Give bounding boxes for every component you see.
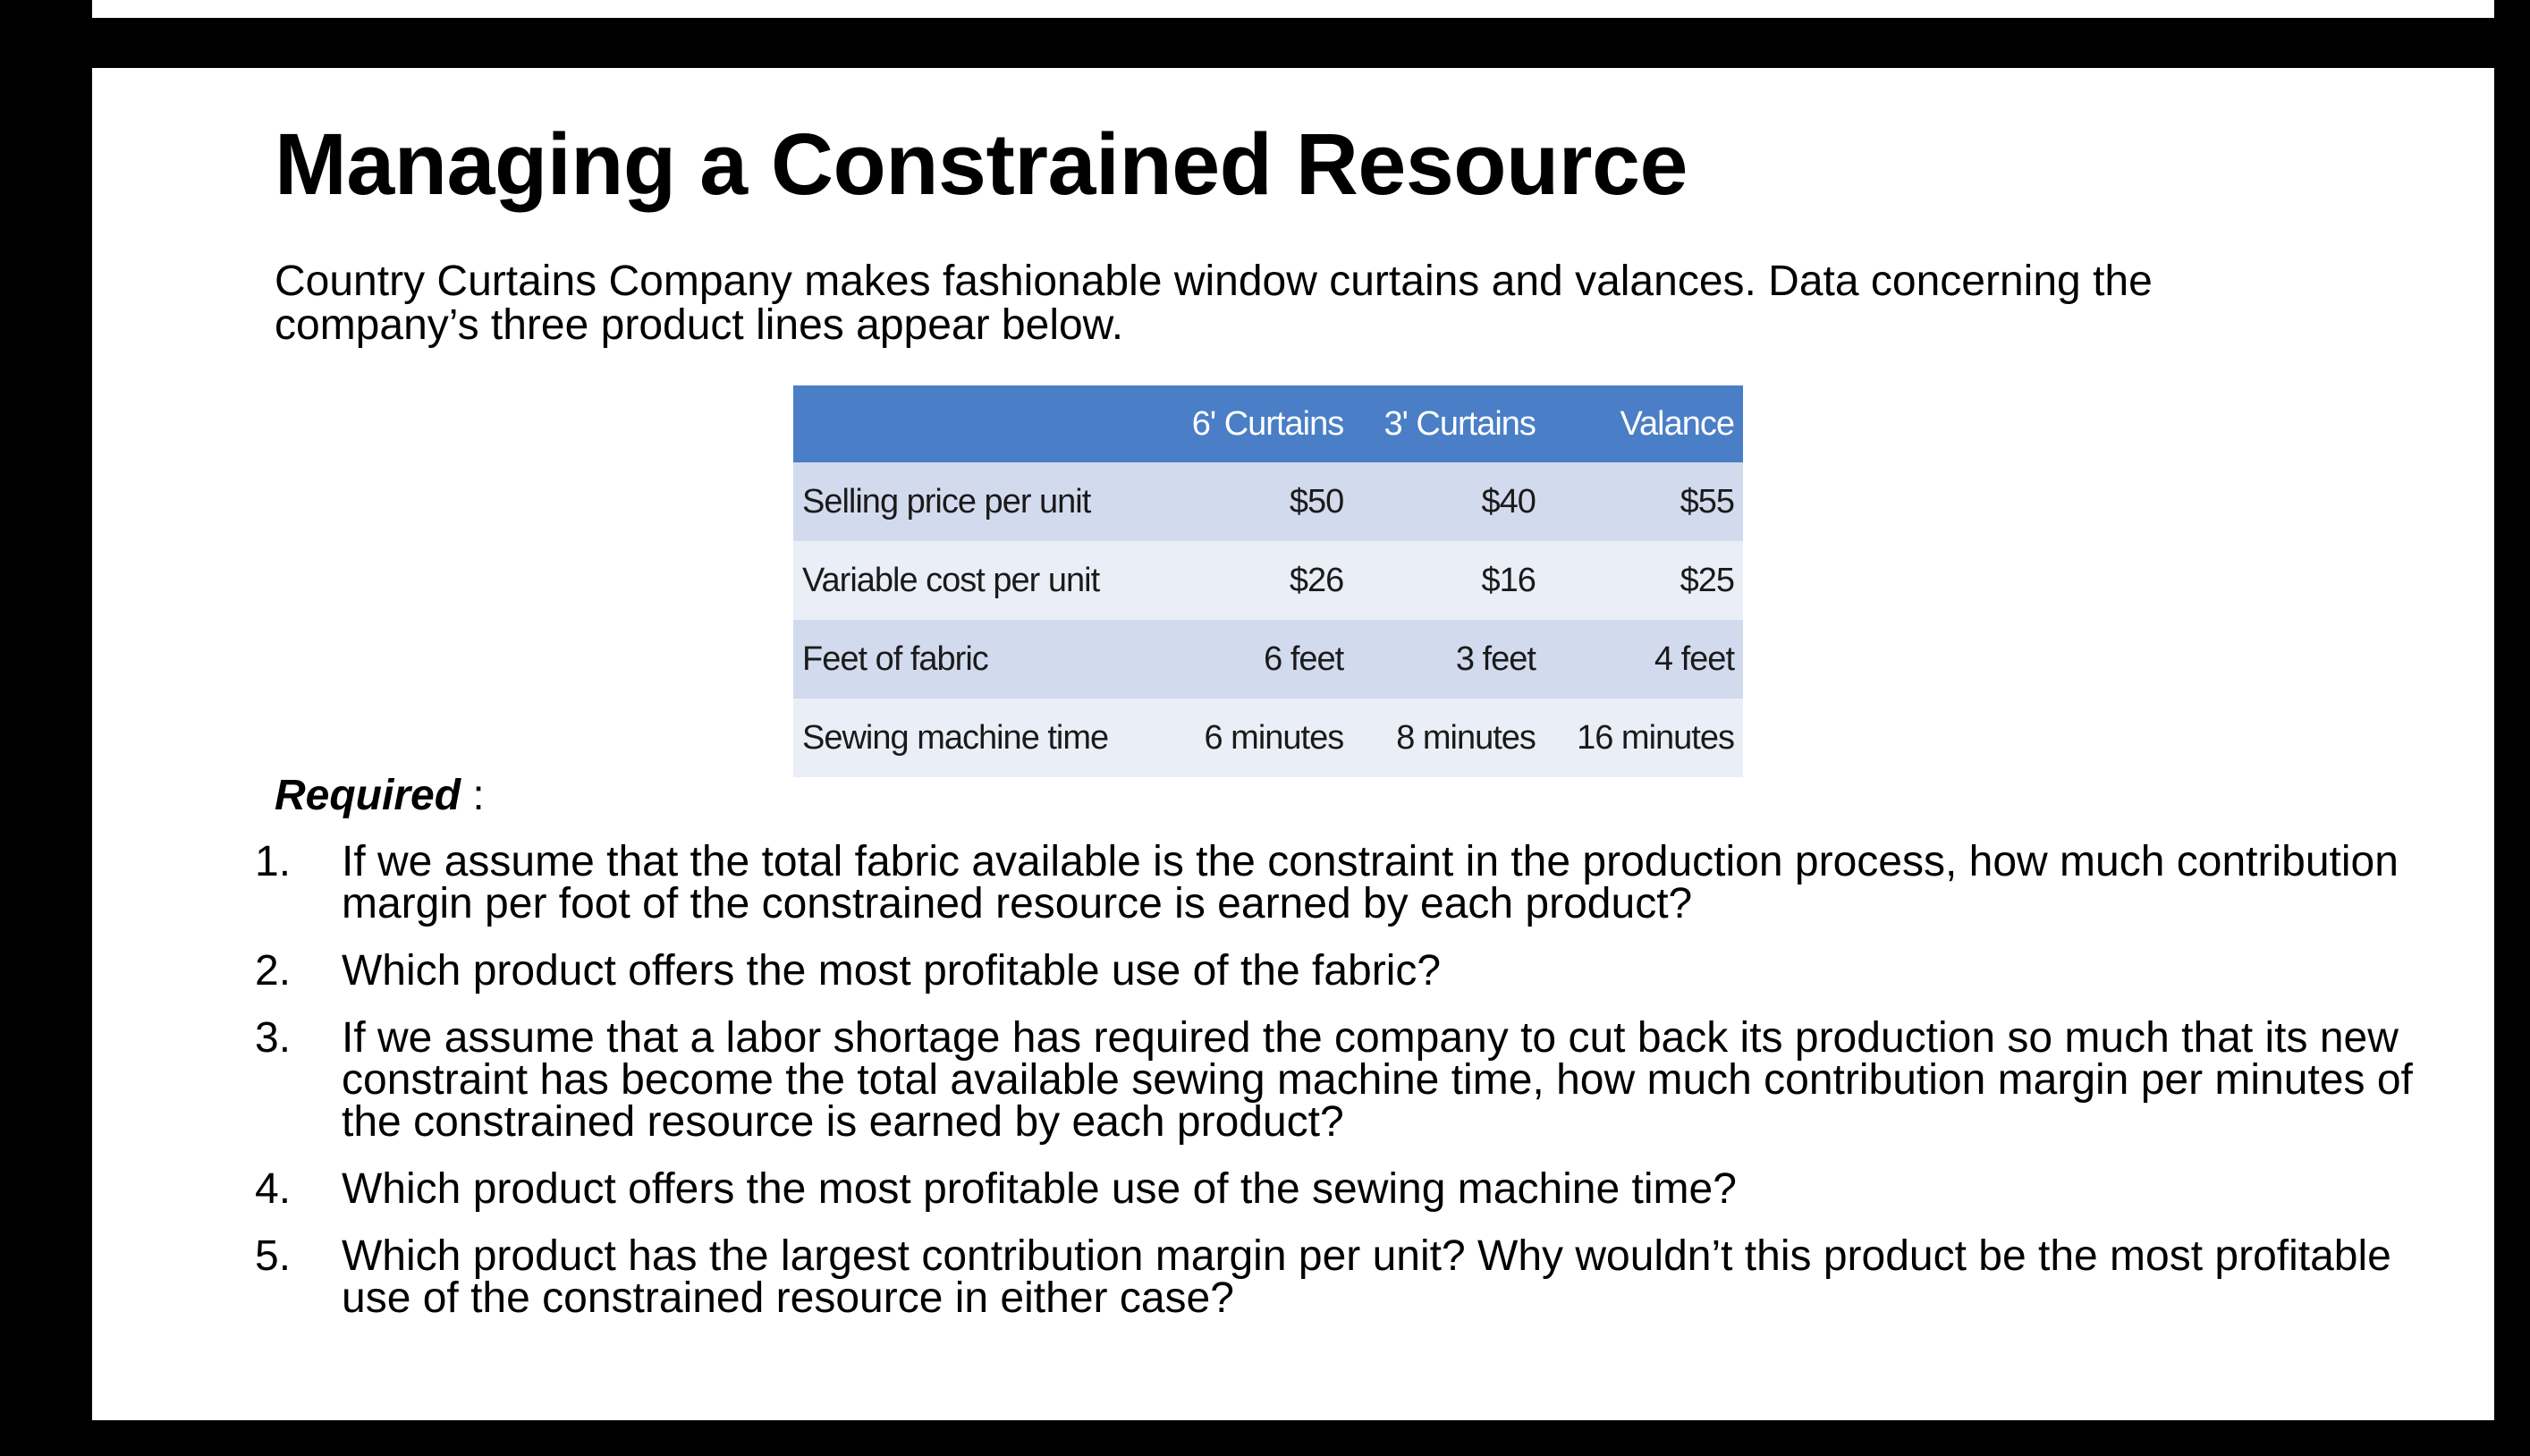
table-row xyxy=(793,698,1743,777)
question-text: Which product offers the most profitable use of the fabric? xyxy=(342,947,1442,995)
question-item xyxy=(255,1232,2437,1322)
table-header-valance: Valance xyxy=(1544,385,1743,462)
intro-paragraph: Country Curtains Company makes fashionable window curtains and valances. Data concerning the company’s three product lines appear below. xyxy=(275,258,2153,349)
table-header-3ft-curtains: 3' Curtains xyxy=(1352,385,1544,462)
question-item xyxy=(255,947,2437,995)
table-row xyxy=(793,620,1743,698)
question-text: If we assume that the total fabric available is the constraint in the production process, how much contribution margin per foot of the constrained resource is earned by each product? xyxy=(342,838,2399,927)
page-title: Managing a Constrained Resource xyxy=(275,115,1688,213)
row-label: Sewing machine time xyxy=(793,698,1161,777)
table-row xyxy=(793,541,1743,620)
cell-value: $40 xyxy=(1352,462,1544,541)
cell-value: $16 xyxy=(1352,541,1544,620)
cell-value: 6 feet xyxy=(1161,620,1353,698)
question-number: 3. xyxy=(255,1014,292,1062)
question-item xyxy=(255,1014,2437,1146)
row-label: Selling price per unit xyxy=(793,462,1161,541)
question-number: 5. xyxy=(255,1232,292,1280)
question-item xyxy=(255,1165,2437,1213)
cell-value: 4 feet xyxy=(1544,620,1743,698)
question-list xyxy=(255,838,2437,1344)
row-label: Variable cost per unit xyxy=(793,541,1161,620)
question-text: If we assume that a labor shortage has required the company to cut back its production so much that its new constraint has become the total available sewing machine time, how much contribution margin per minutes of the constrained resource is earned by each product? xyxy=(342,1014,2413,1146)
question-number: 1. xyxy=(255,838,292,885)
question-number: 2. xyxy=(255,947,292,995)
cell-value: $26 xyxy=(1161,541,1353,620)
cell-value: 6 minutes xyxy=(1161,698,1353,777)
question-item xyxy=(255,838,2437,927)
required-suffix: : xyxy=(461,772,485,819)
cell-value: 16 minutes xyxy=(1544,698,1743,777)
table-header-row xyxy=(793,385,1743,462)
required-label: Required xyxy=(275,772,461,819)
cell-value: $25 xyxy=(1544,541,1743,620)
cell-value: 3 feet xyxy=(1352,620,1544,698)
question-text: Which product offers the most profitable use of the sewing machine time? xyxy=(342,1165,1737,1213)
cell-value: 8 minutes xyxy=(1352,698,1544,777)
row-label: Feet of fabric xyxy=(793,620,1161,698)
top-white-strip xyxy=(92,0,2494,18)
table-row xyxy=(793,462,1743,541)
table-header-6ft-curtains: 6' Curtains xyxy=(1161,385,1353,462)
question-number: 4. xyxy=(255,1165,292,1213)
required-heading xyxy=(275,771,485,820)
cell-value: $55 xyxy=(1544,462,1743,541)
cell-value: $50 xyxy=(1161,462,1353,541)
table-header-blank xyxy=(793,385,1161,462)
product-data-table xyxy=(793,385,1743,777)
question-text: Which product has the largest contribution margin per unit? Why wouldn’t this product be the most profitable use of the constrained resource in either case? xyxy=(342,1232,2391,1322)
